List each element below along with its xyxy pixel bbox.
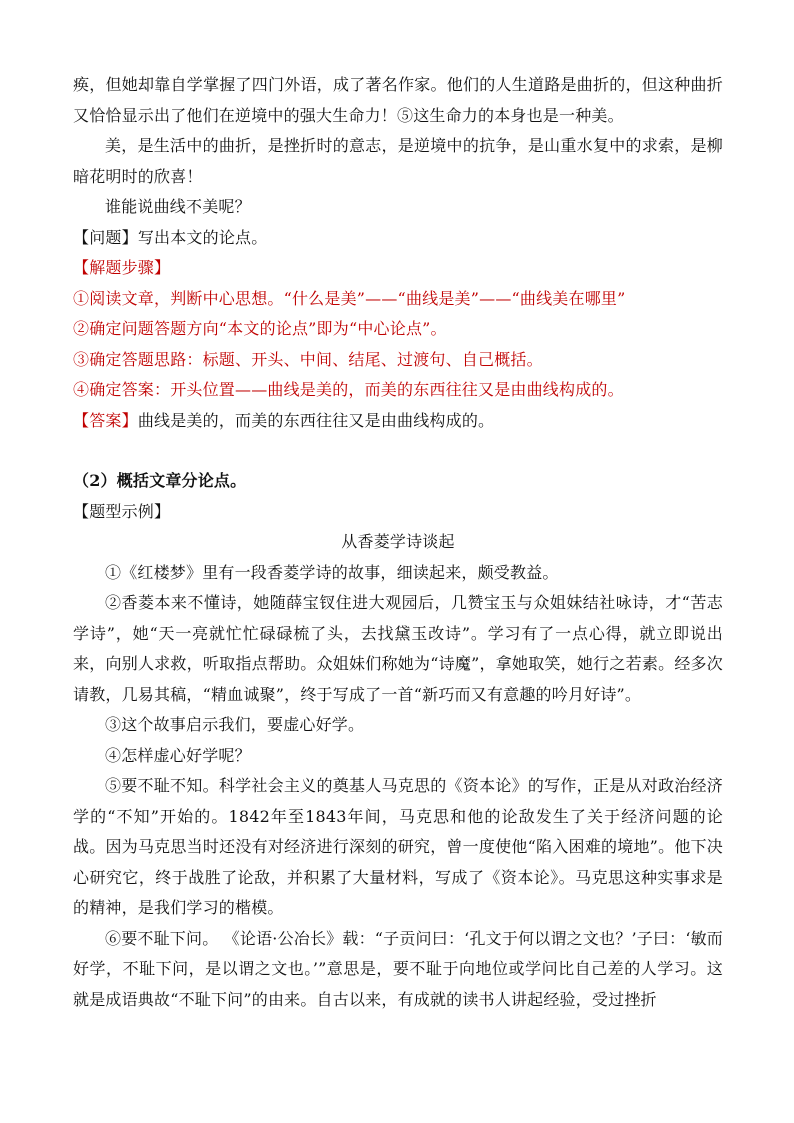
answer-text: 曲线是美的，而美的东西往往又是由曲线构成的。 [137,410,495,430]
question-paragraph: 谁能说曲线不美呢？ [105,197,251,216]
article-paragraph-4: ④怎样虚心好学呢？ [105,745,251,765]
article-paragraph-1: ①《红楼梦》里有一段香菱学诗的故事，细读起来，颇受教益。 [105,562,559,582]
question-text: 写出本文的论点。 [137,227,268,247]
example-label: 【题型示例】 [73,501,171,521]
step-item-2: ②确定问题答题方向“本文的论点”即为“中心论点”。 [73,319,447,338]
document-page [73,70,723,1015]
article-title: 从香菱学诗谈起 [341,532,455,551]
step-item-3: ③确定答题思路：标题、开头、中间、结尾、过渡句、自己概括。 [73,349,543,369]
article-paragraph-3: ③这个故事启示我们，要虚心好学。 [105,715,365,734]
article-paragraph-2: ②香菱本来不懂诗，她随薛宝钗住进大观园后，几赞宝玉与众姐妹结社咏诗，才“苦志学诗”，她“天一亮就忙忙碌碌梳了头，去找黛玉改诗”。学习有了一点心得，就立即说出来，向别人求救，听取指点帮助。众姐妹们称她为“诗魔”，拿她取笑，她行之若素。经多次请教，几易其稿，“精血诚聚”，终于写成了一首“新巧而又有意趣的吟月好诗”。 [73,593,723,704]
section-spacer [73,436,723,466]
answer-line [73,406,723,437]
article-paragraph-5: ⑤要不耻不知。科学社会主义的奠基人马克思的《资本论》的写作，正是从对政治经济学的“不知”开始的。1842年至1843年间，马克思和他的论敌发生了关于经济问题的论战。因为马克思当时还没有对经济进行深刻的研究，曾一度使他“陷入困难的境地”。他下决心研究它，终于战胜了论敌，并积累了大量材料，写成了《资本论》。马克思这种实事求是的精神，是我们学习的楷模。 [73,776,723,917]
intro-paragraph: 痪，但她却靠自学掌握了四门外语，成了著名作家。他们的人生道路是曲折的，但这种曲折又恰恰显示出了他们在逆境中的强大生命力！⑤这生命力的本身也是一种美。 [73,75,723,125]
question-line [73,223,723,254]
steps-title: 【解题步骤】 [73,258,171,277]
step-item-4: ④确定答案：开头位置——曲线是美的，而美的东西往往又是由曲线构成的。 [73,380,624,399]
beauty-paragraph: 美，是生活中的曲折，是挫折时的意志，是逆境中的抗争，是山重水复中的求索，是柳暗花明时的欣喜！ [73,136,723,186]
answer-label: 【答案】 [73,410,138,430]
section2-heading: （2）概括文章分论点。 [73,471,247,490]
step-item-1: ①阅读文章，判断中心思想。“什么是美”——“曲线是美”——“曲线美在哪里” [73,288,626,308]
article-paragraph-6: ⑥要不耻下问。 《论语·公冶长》载：“子贡问曰：‘孔文于何以谓之文也？’子曰：‘敏而好学，不耻下问，是以谓之文也。’”意思是，要不耻于向地位或学问比自己差的人学习。这就是成语典故“不耻下问”的由来。自古以来，有成就的读书人讲起经验，受过挫折 [73,928,724,1009]
question-label: 【问题】 [73,227,138,247]
